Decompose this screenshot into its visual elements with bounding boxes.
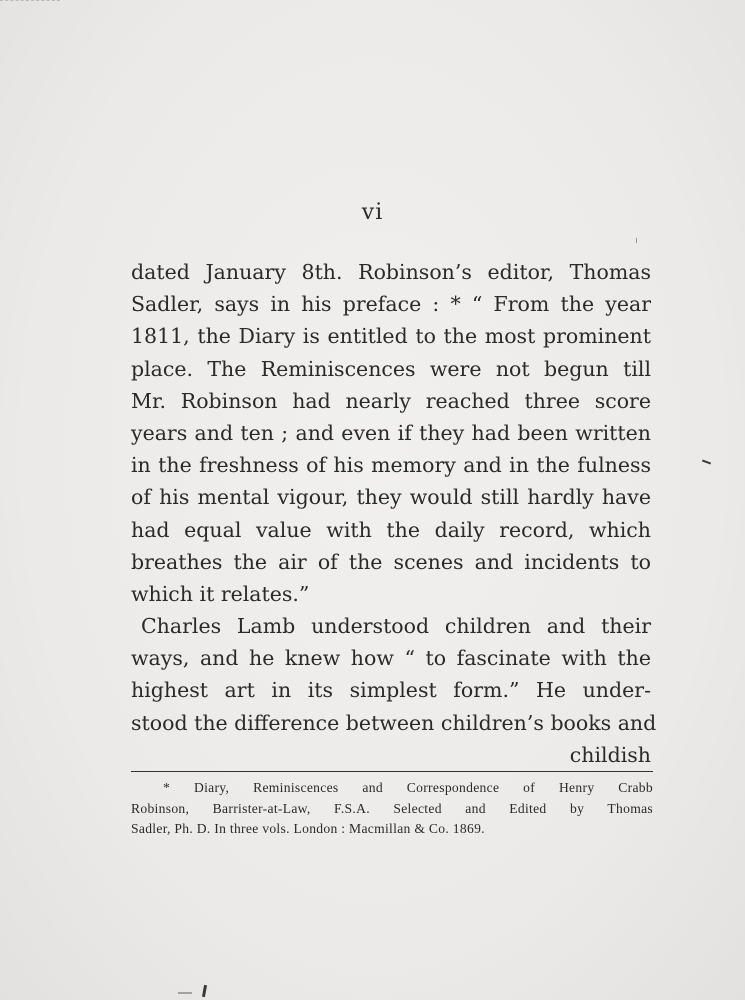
print-speck xyxy=(702,460,711,465)
footnote-rule xyxy=(131,771,653,772)
footnote-line: * Diary, Reminiscences and Correspondence of Henry Crabb xyxy=(163,780,653,795)
print-speck xyxy=(202,985,207,997)
print-speck xyxy=(178,992,192,994)
text-line: 1811, the Diary is entitled to the most prominent xyxy=(131,324,651,349)
print-speck xyxy=(636,238,637,243)
footnote xyxy=(131,778,653,840)
text-line: breathes the air of the scenes and incidents to xyxy=(131,549,651,574)
text-line: stood the difference between children’s books and xyxy=(131,710,657,735)
page-number: vi xyxy=(361,200,384,225)
text-line: years and ten ; and even if they had been written xyxy=(131,420,651,445)
text-line: ways, and he knew how “ to fascinate with the xyxy=(131,646,651,671)
text-line: Sadler, says in his preface : * “ From the year xyxy=(131,292,651,317)
text-line: dated January 8th. Robinson’s editor, Thomas xyxy=(131,260,651,284)
text-line: had equal value with the daily record, which xyxy=(131,517,651,542)
text-line: in the freshness of his memory and in the fulness xyxy=(131,453,651,478)
text-line: place. The Reminiscences were not begun till xyxy=(131,356,651,381)
text-line: which it relates.” xyxy=(131,581,310,606)
footnote-line: Sadler, Ph. D. In three vols. London : Macmillan & Co. 1869. xyxy=(131,821,485,836)
text-line: highest art in its simplest form.” He under- xyxy=(131,678,651,703)
page-edge-mark xyxy=(0,0,60,5)
footnote-line: Robinson, Barrister-at-Law, F.S.A. Selected and Edited by Thomas xyxy=(131,800,653,816)
body-text xyxy=(131,256,657,771)
text-line: Mr. Robinson had nearly reached three score xyxy=(131,388,651,413)
text-line: Charles Lamb understood children and their xyxy=(141,614,651,639)
text-line: of his mental vigour, they would still hardly have xyxy=(131,485,651,510)
text-line: childish xyxy=(569,742,651,767)
